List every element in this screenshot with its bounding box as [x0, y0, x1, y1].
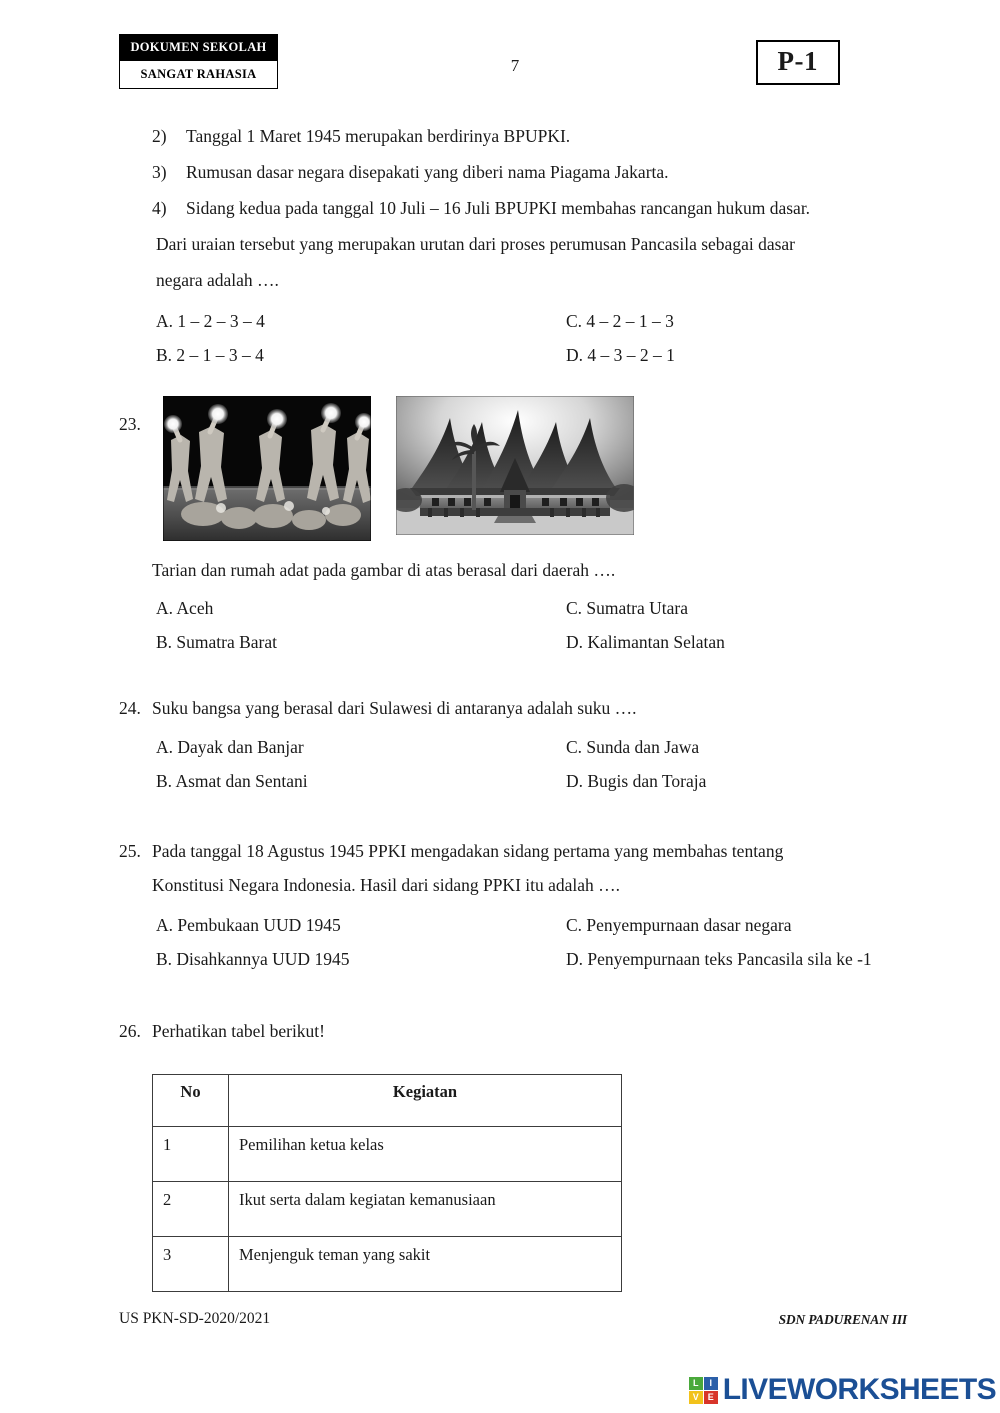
sub-item-marker: 4)	[152, 198, 167, 218]
stamp-line-dokumen-sekolah: DOKUMEN SEKOLAH	[120, 35, 277, 60]
mark-cell-i: I	[704, 1377, 718, 1390]
cell-kegiatan: Menjenguk teman yang sakit	[229, 1237, 622, 1292]
options-column-left	[156, 591, 548, 659]
liveworksheets-logo[interactable]	[689, 1373, 996, 1407]
rumah-gadang-graphic	[396, 396, 634, 535]
option-a[interactable]: A. Pembukaan UUD 1945	[156, 915, 341, 935]
question-22-prompt-line-1: Dari uraian tersebut yang merupakan urutan dari proses perumusan Pancasila sebagai dasar	[156, 234, 795, 254]
question-26-table-wrapper	[0, 1074, 1000, 1292]
kegiatan-table	[152, 1074, 622, 1292]
question-23-caption: Tarian dan rumah adat pada gambar di atas berasal dari daerah ….	[152, 560, 616, 580]
question-22-options	[0, 304, 1000, 372]
options-column-right	[548, 591, 940, 659]
option-c[interactable]: C. 4 – 2 – 1 – 3	[566, 311, 674, 331]
footer-school-name: SDN PADURENAN III	[778, 1312, 907, 1327]
sub-item-text: Tanggal 1 Maret 1945 merupakan berdirinya BPUPKI.	[186, 126, 571, 146]
cell-kegiatan: Ikut serta dalam kegiatan kemanusiaan	[229, 1182, 622, 1237]
table-row	[153, 1127, 622, 1182]
option-d[interactable]: D. Kalimantan Selatan	[566, 632, 725, 652]
cell-no: 2	[153, 1182, 229, 1237]
column-header-kegiatan: Kegiatan	[229, 1075, 622, 1127]
confidential-stamp	[119, 34, 278, 89]
question-26-number: 26.	[119, 1021, 141, 1041]
question-26	[0, 1014, 1000, 1292]
cell-kegiatan: Pemilihan ketua kelas	[229, 1127, 622, 1182]
sub-item-marker: 3)	[152, 162, 167, 182]
options-column-left	[156, 908, 548, 976]
question-24-text: Suku bangsa yang berasal dari Sulawesi di antaranya adalah suku ….	[152, 698, 637, 718]
question-25-number: 25.	[119, 841, 141, 861]
options-column-right	[548, 908, 940, 976]
page-number: 7	[510, 56, 520, 75]
option-b[interactable]: B. Asmat dan Sentani	[156, 771, 308, 791]
table-row	[153, 1182, 622, 1237]
option-b[interactable]: B. Sumatra Barat	[156, 632, 278, 652]
question-25-options	[0, 908, 1000, 976]
question-22-continued	[0, 118, 1000, 372]
question-24-stem	[0, 691, 1000, 725]
sub-item	[0, 118, 1000, 154]
cell-no: 1	[153, 1127, 229, 1182]
stamp-line-sangat-rahasia: SANGAT RAHASIA	[120, 60, 277, 88]
page-footer	[0, 1310, 1000, 1350]
question-25	[0, 834, 1000, 976]
cell-no: 3	[153, 1237, 229, 1292]
table-row	[153, 1237, 622, 1292]
question-25-stem	[0, 834, 1000, 868]
question-23-figures	[0, 396, 1000, 544]
sub-item-marker: 2)	[152, 126, 167, 146]
option-b[interactable]: B. 2 – 1 – 3 – 4	[156, 345, 264, 365]
dance-photo	[163, 396, 371, 541]
option-c[interactable]: C. Penyempurnaan dasar negara	[566, 915, 792, 935]
option-b[interactable]: B. Disahkannya UUD 1945	[156, 949, 350, 969]
option-c[interactable]: C. Sumatra Utara	[566, 598, 688, 618]
liveworksheets-mark-icon	[689, 1377, 718, 1404]
question-23-options	[0, 591, 1000, 659]
page-header	[0, 0, 1000, 110]
options-column-right	[548, 304, 940, 372]
mark-cell-e: E	[704, 1391, 718, 1404]
question-24-number: 24.	[119, 698, 141, 718]
question-23	[0, 396, 1000, 659]
question-25-text-line-1: Pada tanggal 18 Agustus 1945 PPKI mengadakan sidang pertama yang membahas tentang	[152, 841, 784, 861]
option-a[interactable]: A. Dayak dan Banjar	[156, 737, 304, 757]
question-22-prompt-line-2: negara adalah ….	[156, 270, 279, 290]
column-header-no: No	[153, 1075, 229, 1127]
question-24	[0, 691, 1000, 798]
question-26-stem	[0, 1014, 1000, 1048]
mark-cell-v: V	[689, 1391, 703, 1404]
question-25-text-line-2: Konstitusi Negara Indonesia. Hasil dari sidang PPKI itu adalah ….	[152, 875, 621, 895]
sub-item	[0, 154, 1000, 190]
question-24-options	[0, 730, 1000, 798]
mark-cell-l: L	[689, 1377, 703, 1390]
sub-item	[0, 190, 1000, 226]
option-a[interactable]: A. 1 – 2 – 3 – 4	[156, 311, 265, 331]
dance-photo-graphic	[163, 396, 371, 541]
option-d[interactable]: D. Penyempurnaan teks Pancasila sila ke -1	[566, 949, 872, 969]
paper-code-badge: P-1	[756, 40, 840, 85]
question-23-number: 23.	[119, 414, 141, 434]
table-header-row	[153, 1075, 622, 1127]
exam-content	[0, 118, 1000, 1292]
option-d[interactable]: D. Bugis dan Toraja	[566, 771, 707, 791]
options-column-right	[548, 730, 940, 798]
sub-item-text: Rumusan dasar negara disepakati yang diberi nama Piagama Jakarta.	[186, 162, 669, 182]
traditional-house-photo	[396, 396, 634, 535]
options-column-left	[156, 304, 548, 372]
option-d[interactable]: D. 4 – 3 – 2 – 1	[566, 345, 675, 365]
options-column-left	[156, 730, 548, 798]
option-c[interactable]: C. Sunda dan Jawa	[566, 737, 700, 757]
sub-item-text: Sidang kedua pada tanggal 10 Juli – 16 Juli BPUPKI membahas rancangan hukum dasar.	[186, 198, 811, 218]
footer-exam-code: US PKN-SD-2020/2021	[119, 1310, 271, 1327]
liveworksheets-wordmark: LIVEWORKSHEETS	[722, 1373, 996, 1406]
question-26-text: Perhatikan tabel berikut!	[152, 1021, 325, 1041]
option-a[interactable]: A. Aceh	[156, 598, 214, 618]
